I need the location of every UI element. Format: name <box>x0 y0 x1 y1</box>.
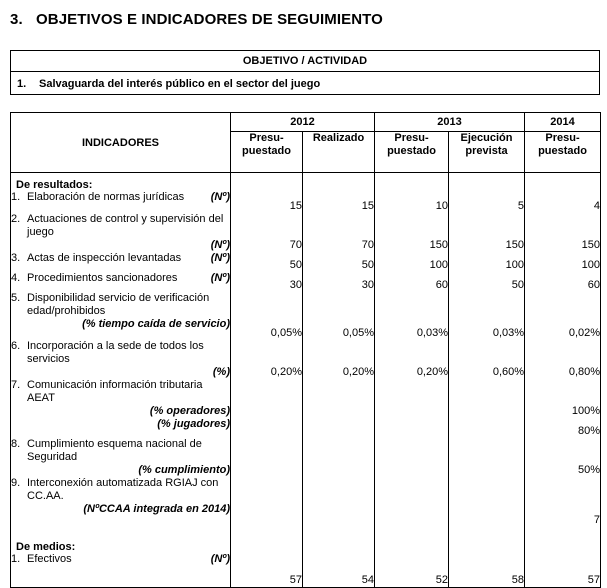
indicators-table <box>10 112 601 588</box>
year-header-2013: 2013 <box>375 113 525 132</box>
indicator-value: 57 <box>231 553 303 587</box>
indicator-text: Actas de inspección levantadas <box>27 252 182 264</box>
indicator-unit: (% cumplimiento) <box>138 464 230 476</box>
section-title <box>10 11 383 28</box>
objective-text: Salvaguarda del interés público en el sector del juego <box>39 78 321 90</box>
table-row <box>11 438 601 477</box>
indicator-unit: (Nº) <box>210 239 230 251</box>
table-row <box>11 191 601 213</box>
indicator-value: 150 <box>375 213 449 252</box>
indicator-value <box>231 379 303 418</box>
indicator-value: 70 <box>231 213 303 252</box>
objective-number: 1. <box>17 78 27 90</box>
indicator-text: Disponibilidad servicio de verificación edad/prohibidos <box>27 292 210 317</box>
table-row <box>11 292 601 340</box>
indicator-label <box>11 418 231 438</box>
subheader-2014-budgeted: Presu- puestado <box>525 132 601 173</box>
indicator-value: 50 <box>231 252 303 272</box>
indicator-text: Comunicación información tributaria AEAT <box>27 379 203 404</box>
indicator-label <box>11 477 231 527</box>
section-number: 3. <box>10 11 23 28</box>
indicator-value: 5 <box>449 191 525 213</box>
section-label-means: De medios: <box>11 527 231 553</box>
indicator-value: 0,20% <box>303 340 375 379</box>
indicator-unit: (%) <box>212 366 230 378</box>
table-row <box>11 418 601 438</box>
indicator-value <box>375 418 449 438</box>
indicator-value: 0,05% <box>303 292 375 340</box>
indicator-value: 100 <box>525 252 601 272</box>
indicator-value: 60 <box>375 272 449 292</box>
indicator-label <box>11 272 231 292</box>
table-row <box>11 477 601 527</box>
indicator-number: 3. <box>11 252 21 264</box>
indicator-label <box>11 438 231 477</box>
indicator-unit: (Nº) <box>210 272 230 284</box>
indicator-value <box>231 438 303 477</box>
indicator-value: 150 <box>525 213 601 252</box>
indicator-value: 7 <box>525 477 601 527</box>
indicator-number: 7. <box>11 379 21 391</box>
indicator-unit: (% operadores) <box>149 405 230 417</box>
indicator-value: 0,80% <box>525 340 601 379</box>
indicator-value <box>375 477 449 527</box>
indicator-value: 100 <box>449 252 525 272</box>
table-row <box>11 272 601 292</box>
indicator-value: 100 <box>375 252 449 272</box>
section-row-means <box>11 527 601 553</box>
indicator-value: 15 <box>303 191 375 213</box>
indicator-value: 57 <box>525 553 601 587</box>
indicator-value: 0,20% <box>231 340 303 379</box>
indicator-value: 0,20% <box>375 340 449 379</box>
indicator-text: Efectivos <box>27 553 72 565</box>
table-row <box>11 553 601 587</box>
indicator-value: 15 <box>231 191 303 213</box>
indicator-unit: (Nº) <box>210 252 230 264</box>
indicator-value: 0,02% <box>525 292 601 340</box>
indicator-value <box>375 438 449 477</box>
indicator-label <box>11 252 231 272</box>
table-row <box>11 340 601 379</box>
indicator-unit: (NºCCAA integrada en 2014) <box>83 503 230 515</box>
indicator-value: 70 <box>303 213 375 252</box>
indicator-value <box>449 379 525 418</box>
section-label-results: De resultados: <box>11 173 231 192</box>
indicator-text: Actuaciones de control y supervisión del juego <box>27 213 224 238</box>
indicator-number: 4. <box>11 272 21 284</box>
indicator-label <box>11 191 231 213</box>
indicator-value: 10 <box>375 191 449 213</box>
indicator-value <box>303 477 375 527</box>
subheader-2013-forecast: Ejecución prevista <box>449 132 525 173</box>
year-header-2012: 2012 <box>231 113 375 132</box>
indicator-value: 50 <box>449 272 525 292</box>
indicator-unit: (% tiempo caída de servicio) <box>82 318 230 330</box>
indicator-number: 8. <box>11 438 21 450</box>
subheader-2012-realized: Realizado <box>303 132 375 173</box>
indicator-value: 0,03% <box>449 292 525 340</box>
indicator-value: 58 <box>449 553 525 587</box>
indicator-value: 0,05% <box>231 292 303 340</box>
indicator-label <box>11 213 231 252</box>
section-row-results <box>11 173 601 192</box>
indicators-body <box>11 173 601 588</box>
indicator-value: 30 <box>303 272 375 292</box>
table-row <box>11 252 601 272</box>
objective-header-label: OBJETIVO / ACTIVIDAD <box>242 55 368 67</box>
indicator-value: 100% <box>525 379 601 418</box>
indicator-number: 5. <box>11 292 21 304</box>
indicator-value: 0,03% <box>375 292 449 340</box>
indicator-value <box>449 418 525 438</box>
indicator-text: Incorporación a la sede de todos los servicios <box>27 340 204 365</box>
year-header-2014: 2014 <box>525 113 601 132</box>
indicator-value: 4 <box>525 191 601 213</box>
indicator-label <box>11 379 231 418</box>
indicator-text: Interconexión automatizada RGIAJ con CC.AA. <box>27 477 219 502</box>
indicator-value <box>449 477 525 527</box>
indicator-value: 54 <box>303 553 375 587</box>
indicator-value <box>303 418 375 438</box>
objective-header <box>10 50 600 72</box>
table-row <box>11 379 601 418</box>
objective-row <box>10 71 600 95</box>
section-title-text: OBJETIVOS E INDICADORES DE SEGUIMIENTO <box>36 11 383 28</box>
indicator-value <box>449 438 525 477</box>
indicator-text: Cumplimiento esquema nacional de Seguridad <box>27 438 202 463</box>
indicator-value: 0,60% <box>449 340 525 379</box>
indicator-value <box>231 477 303 527</box>
indicator-number: 1. <box>11 191 21 203</box>
table-row <box>11 213 601 252</box>
subheader-2013-budgeted: Presu- puestado <box>375 132 449 173</box>
indicators-header: INDICADORES <box>11 113 231 173</box>
indicator-value: 60 <box>525 272 601 292</box>
indicator-value: 50% <box>525 438 601 477</box>
indicator-unit: (Nº) <box>210 191 230 203</box>
indicator-value <box>303 438 375 477</box>
indicator-unit: (Nº) <box>210 553 230 565</box>
indicator-label <box>11 292 231 340</box>
indicator-text: Procedimientos sancionadores <box>27 272 178 284</box>
subheader-2012-budgeted: Presu- puestado <box>231 132 303 173</box>
indicator-value: 80% <box>525 418 601 438</box>
indicator-value: 30 <box>231 272 303 292</box>
indicator-number: 6. <box>11 340 21 352</box>
indicator-value <box>303 379 375 418</box>
indicator-number: 2. <box>11 213 21 225</box>
indicator-label <box>11 340 231 379</box>
indicator-number: 1. <box>11 553 21 565</box>
indicator-number: 9. <box>11 477 21 489</box>
indicator-text: Elaboración de normas jurídicas <box>27 191 185 203</box>
indicator-value: 52 <box>375 553 449 587</box>
indicator-value: 50 <box>303 252 375 272</box>
indicator-unit: (% jugadores) <box>157 418 230 430</box>
indicator-label <box>11 553 231 587</box>
indicator-value: 150 <box>449 213 525 252</box>
indicator-value <box>375 379 449 418</box>
indicator-value <box>231 418 303 438</box>
